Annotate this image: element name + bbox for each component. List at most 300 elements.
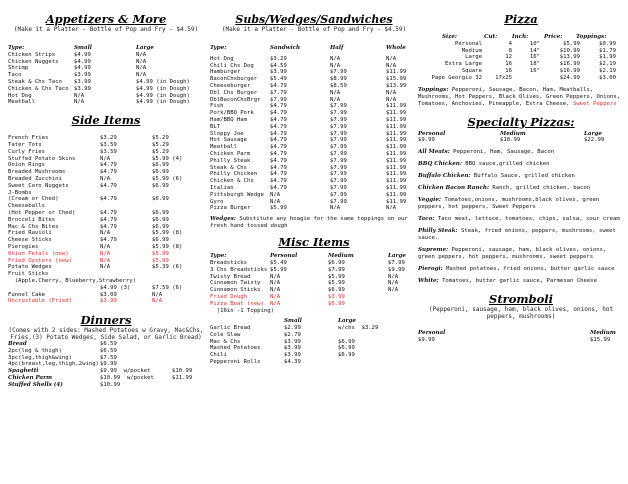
table-row bbox=[8, 244, 204, 251]
cell-half: N/A bbox=[330, 96, 341, 103]
table-row bbox=[8, 258, 204, 265]
cell-small: $4.79 bbox=[100, 162, 117, 169]
table-row bbox=[8, 368, 204, 375]
table-row bbox=[210, 144, 418, 151]
cell-medium: $7.99 bbox=[328, 266, 345, 273]
table-row bbox=[210, 124, 418, 131]
cell-name: Chicken & Chs Taco bbox=[8, 85, 69, 92]
cell-name: Hot Dog bbox=[8, 92, 32, 99]
cell-whole: N/A bbox=[386, 62, 397, 69]
table-row bbox=[210, 260, 418, 267]
stromboli-subtitle: (Pepperoni, sausage, ham, black olives, onions, hot peppers, mushrooms) bbox=[428, 306, 614, 321]
cell-name: Mac & Chs bbox=[210, 338, 241, 345]
cell-name: DblBaconChsBrgr bbox=[210, 96, 261, 103]
specialty-label: White: bbox=[418, 278, 439, 285]
cell-name: Spaghetti bbox=[8, 368, 39, 375]
cell-small: N/A bbox=[100, 230, 111, 237]
cell-whole: $11.99 bbox=[386, 144, 407, 151]
cell-inch: 16" bbox=[529, 54, 540, 61]
specialty-text: Taco meat, lettuce, tomatoes, chips, salsa, sour cream bbox=[437, 216, 620, 223]
cell-name: Tater Tots bbox=[8, 141, 42, 148]
cell-sandwich: $4.79 bbox=[270, 171, 287, 178]
cell-large: $6.99 bbox=[338, 352, 355, 359]
table-row bbox=[8, 176, 204, 183]
cell-half: $7.99 bbox=[330, 123, 347, 130]
cell-name: Italian bbox=[210, 184, 234, 191]
cell-sandwich: $4.79 bbox=[270, 157, 287, 164]
cell-large: $5.29 bbox=[152, 148, 169, 155]
cell-price: $10.99 bbox=[559, 47, 580, 54]
cell-small: $3.09 bbox=[100, 291, 117, 298]
cell-name: Pepperoni Rolls bbox=[210, 359, 261, 366]
cell-small: $3.59 bbox=[100, 148, 117, 155]
cell-large: $5.99 (8) bbox=[152, 230, 183, 237]
table-row bbox=[210, 287, 418, 294]
table-row bbox=[8, 217, 204, 224]
column-right bbox=[418, 0, 624, 344]
sides-list bbox=[8, 135, 204, 305]
cell-personal: N/A bbox=[270, 300, 281, 307]
cell-sandwich: $4.79 bbox=[270, 116, 287, 123]
specialty-item bbox=[418, 228, 624, 242]
cell-price1: $9.99 bbox=[100, 361, 117, 368]
cell-size: Medium bbox=[461, 47, 482, 54]
table-row bbox=[210, 158, 418, 165]
table-row bbox=[210, 325, 418, 332]
table-row bbox=[8, 72, 204, 79]
cell-name: Fish bbox=[210, 103, 224, 110]
cell-price: $24.99 bbox=[559, 74, 580, 81]
cell-name: Steak & Chs bbox=[210, 164, 248, 171]
cell-whole: N/A bbox=[386, 205, 397, 212]
specialty-label: Supreme: bbox=[418, 247, 449, 254]
table-row bbox=[8, 382, 204, 389]
cell-large: N/A bbox=[388, 273, 399, 280]
table-row bbox=[418, 75, 624, 82]
cell-large: $6.99 bbox=[152, 196, 169, 203]
specialty-text: BBQ sauce,grilled chicken bbox=[465, 161, 550, 168]
cell-half: N/A bbox=[330, 62, 341, 69]
cell-large: $7.59 (6) bbox=[152, 284, 183, 291]
cell-medium: $6.99 bbox=[328, 300, 345, 307]
specialty-item bbox=[418, 161, 624, 168]
cell-large: $5.29 bbox=[152, 135, 169, 142]
specialty-text: Tomatoes,onions, mushrooms,black olives, green peppers, hot peppers, Sweet Peppers bbox=[418, 197, 600, 211]
cell-sandwich: $4.79 bbox=[270, 144, 287, 151]
cell-small: N/A bbox=[74, 92, 85, 99]
cell-small: $3.99 bbox=[74, 78, 91, 85]
table-row bbox=[210, 339, 418, 346]
appetizers-title: Appetizers & More bbox=[45, 12, 167, 26]
cell-small: N/A bbox=[74, 99, 85, 106]
cell-whole: $11.99 bbox=[386, 178, 407, 185]
table-row bbox=[8, 65, 204, 72]
cell-toppings: $3.00 bbox=[599, 74, 616, 81]
cell-sandwich: $4.79 bbox=[270, 123, 287, 130]
table-row bbox=[8, 169, 204, 176]
cell-whole: $11.99 bbox=[386, 191, 407, 198]
specialty-item bbox=[418, 247, 624, 261]
cell-small bbox=[100, 278, 152, 285]
table-row bbox=[8, 251, 204, 258]
cell-whole: $11.99 bbox=[386, 103, 407, 110]
cell-name: Onion Petals (new) bbox=[8, 250, 69, 257]
cell-large: $5.99 (8) bbox=[152, 243, 183, 250]
misc-header: Type: Personal Medium Large bbox=[210, 253, 406, 260]
cell-half: $7.99 bbox=[330, 144, 347, 151]
table-row bbox=[8, 196, 204, 203]
misc-header-2: Small Large bbox=[284, 318, 356, 325]
cell-large: $5.39 (6) bbox=[152, 264, 183, 271]
cell-price1: $7.59 bbox=[100, 354, 117, 361]
cell-personal: $5.49 bbox=[270, 259, 287, 266]
cell-name: Shrimp bbox=[8, 65, 29, 72]
cell-large: $6.99 bbox=[152, 223, 169, 230]
specialty-list bbox=[418, 149, 624, 285]
table-row bbox=[8, 271, 204, 278]
cell-large: $6.99 bbox=[338, 338, 355, 345]
table-row bbox=[8, 278, 204, 285]
cell-half: $7.99 bbox=[330, 150, 347, 157]
cell-name: Steak & Chs Taco bbox=[8, 78, 62, 85]
cell-large: $6.99 bbox=[152, 216, 169, 223]
cell-large: $6.99 bbox=[152, 209, 169, 216]
table-row bbox=[8, 341, 204, 348]
specialty-label: Philly Steak: bbox=[418, 228, 458, 235]
cell-half: $7.99 bbox=[330, 103, 347, 110]
table-row bbox=[8, 375, 204, 382]
cell-half: $7.99 bbox=[330, 164, 347, 171]
table-row bbox=[418, 41, 624, 48]
cell-whole: $11.99 bbox=[386, 130, 407, 137]
cell-name: Pierogies bbox=[8, 243, 39, 250]
table-row bbox=[210, 280, 418, 287]
cell-half: $8.59 bbox=[330, 82, 347, 89]
specialty-text: Buffalo Sauce, grilled chicken bbox=[473, 173, 575, 180]
specialty-text: Tomatoes, butter garlic sauce, Parmesan Cheese bbox=[442, 278, 597, 285]
cell-medium bbox=[328, 308, 388, 315]
cell-price1: $10.99 bbox=[100, 381, 121, 388]
stromboli-prices: $9.99 $15.99 bbox=[418, 336, 611, 343]
cell-small bbox=[100, 271, 152, 278]
cell-size: Pape Georgio 32 bbox=[431, 74, 482, 81]
cell-price: $16.99 bbox=[559, 61, 580, 68]
cell-size: Extra Large bbox=[444, 61, 482, 68]
cell-sandwich: $7.99 bbox=[270, 96, 287, 103]
table-row bbox=[8, 86, 204, 93]
cell-name: Fruit Sticks bbox=[8, 271, 49, 278]
cell-half: $7.99 bbox=[330, 130, 347, 137]
cell-small: $4.99 (3) bbox=[100, 284, 131, 291]
table-row bbox=[210, 332, 418, 339]
cell-name: Twisty Bread bbox=[210, 273, 251, 280]
table-row bbox=[8, 224, 204, 231]
cell-name: Pizza Burger bbox=[210, 205, 251, 212]
cell-name: Meatball bbox=[8, 99, 35, 106]
specialty-item bbox=[418, 216, 624, 223]
table-row bbox=[210, 97, 418, 104]
cell-toppings: $2.19 bbox=[599, 61, 616, 68]
cell-small: $4.79 bbox=[100, 182, 117, 189]
cell-large: $5.99 bbox=[152, 257, 169, 264]
cell-cut: 12 bbox=[505, 54, 512, 61]
cell-small: $4.39 bbox=[284, 359, 301, 366]
cell-large: N/A bbox=[136, 72, 147, 79]
table-row bbox=[210, 69, 418, 76]
table-row bbox=[210, 352, 418, 359]
cell-large: $7.99 bbox=[388, 259, 405, 266]
cell-price1: $6.59 bbox=[100, 341, 117, 348]
subs-header: Type: Sandwich Half Whole bbox=[210, 45, 406, 51]
cell-whole: $11.99 bbox=[386, 150, 407, 157]
cell-name: Onion Rings bbox=[8, 162, 46, 169]
table-row bbox=[210, 185, 418, 192]
cell-name: Cinnamon Twisty bbox=[210, 280, 261, 287]
cell-large: $6.99 bbox=[152, 237, 169, 244]
specialty-label: Pierogi: bbox=[418, 266, 443, 273]
cell-name: (Apple,Cherry, Blueberry,Strawberry) bbox=[8, 277, 136, 284]
cell-name: Funnel Cake bbox=[8, 291, 46, 298]
table-row bbox=[8, 361, 204, 368]
cell-half: $7.99 bbox=[330, 171, 347, 178]
cell-name: Chicken Parm bbox=[8, 375, 53, 382]
cell-name: Philly Steak bbox=[210, 157, 251, 164]
cell-small: $4.99 bbox=[74, 65, 91, 72]
cell-sandwich: $4.79 bbox=[270, 130, 287, 137]
cell-name: BLT bbox=[210, 123, 221, 130]
specialty-label: Taco: bbox=[418, 216, 435, 223]
cell-name: Cheeseballs bbox=[8, 203, 46, 210]
specialty-prices: $9.99 $18.99 $22.99 bbox=[418, 137, 605, 144]
table-row bbox=[210, 267, 418, 274]
cell-sandwich: $4.79 bbox=[270, 164, 287, 171]
specialty-text: Ranch, grilled chicken, bacon bbox=[492, 185, 591, 192]
cell-whole: $11.99 bbox=[386, 110, 407, 117]
table-row bbox=[8, 298, 204, 305]
cell-sandwich: $3.29 bbox=[270, 55, 287, 62]
cell-name: Cinnamon Sticks bbox=[210, 287, 261, 294]
pizza-toppings: Toppings: Pepperoni, Sausage, Bacon, Ham, Meatballs, Mushrooms, Hot Peppers, Black Olives, Green Peppers, Onions, Tomatoes, Anchovies, Pineapple, Extra Cheese, Sweet Peppers bbox=[418, 86, 621, 107]
cell-whole: $13.99 bbox=[386, 82, 407, 89]
cell-name: 4pc(breast,leg,thigh,2wing) bbox=[8, 361, 99, 368]
cell-name: Cheese Sticks bbox=[8, 237, 52, 244]
cell-size: Personal bbox=[455, 40, 482, 47]
table-row bbox=[210, 151, 418, 158]
cell-name: 2pc(leg & thigh) bbox=[8, 347, 62, 354]
cell-price1: $10.99 w/pocket bbox=[100, 375, 154, 382]
table-row bbox=[8, 135, 204, 142]
cell-small: $3.99 bbox=[284, 345, 301, 352]
dinners-list bbox=[8, 341, 204, 389]
cell-whole: $15.99 bbox=[386, 76, 407, 83]
cell-name: Garlic Bread bbox=[210, 325, 251, 332]
cell-whole: $11.99 bbox=[386, 137, 407, 144]
specialty-item bbox=[418, 266, 624, 273]
cell-name: Bread bbox=[8, 341, 27, 348]
table-row bbox=[210, 171, 418, 178]
cell-name: Chili Chs Dog bbox=[210, 62, 254, 69]
cell-cut: 8 bbox=[508, 47, 512, 54]
table-row bbox=[210, 308, 418, 315]
table-row bbox=[210, 117, 418, 124]
cell-large: $4.99 (in Dough) bbox=[136, 85, 190, 92]
cell-name: Gyro bbox=[210, 198, 224, 205]
cell-name: Curly Fries bbox=[8, 148, 46, 155]
cell-personal: N/A bbox=[270, 293, 281, 300]
cell-sandwich: $4.79 bbox=[270, 178, 287, 185]
cell-small: $4.99 bbox=[74, 51, 91, 58]
cell-name: Hot Sausage bbox=[210, 137, 248, 144]
cell-sandwich: N/A bbox=[270, 198, 281, 205]
specialty-label: Chicken Bacon Ranch: bbox=[418, 185, 490, 192]
cell-personal bbox=[270, 308, 328, 315]
pizza-header: Size: Cut: Inch: Price: Toppings: bbox=[442, 34, 607, 40]
cell-half: $7.99 bbox=[330, 110, 347, 117]
cell-inch: 14" bbox=[529, 47, 540, 54]
cell-medium: $5.99 bbox=[328, 280, 345, 287]
cell-large: $4.99 (in Dough) bbox=[136, 99, 190, 106]
specialty-text: Mashed potatoes, fried onions, butter garlic sauce bbox=[446, 266, 615, 273]
table-row bbox=[210, 83, 418, 90]
cell-small: $4.79 bbox=[100, 216, 117, 223]
cell-small: $4.79 bbox=[100, 169, 117, 176]
cell-small: $3.99 bbox=[74, 72, 91, 79]
cell-half: $7.99 bbox=[330, 178, 347, 185]
cell-sandwich: $4.79 bbox=[270, 150, 287, 157]
table-row bbox=[8, 59, 204, 66]
specialty-label: All Meats: bbox=[418, 149, 450, 156]
table-row bbox=[418, 61, 624, 68]
table-row bbox=[210, 90, 418, 97]
cell-whole: $11.99 bbox=[386, 69, 407, 76]
cell-large: $6.99 bbox=[152, 169, 169, 176]
cell-sandwich: $4.79 bbox=[270, 137, 287, 144]
table-row bbox=[8, 156, 204, 163]
table-row bbox=[8, 93, 204, 100]
appetizers-header: Type: Small Large bbox=[8, 45, 154, 51]
cell-large: $6.99 bbox=[152, 182, 169, 189]
cell-size: Square bbox=[461, 67, 482, 74]
pizza-list bbox=[418, 41, 624, 82]
table-row bbox=[210, 56, 418, 63]
cell-sandwich: $4.79 bbox=[270, 103, 287, 110]
cell-personal: N/A bbox=[270, 280, 281, 287]
dinners-subtitle: (Comes with 2 sides: Mashed Potatoes w Gravy, Mac&Chs, Fries,(3) Potato Wedges, Side Salad, or Garlic Bread) bbox=[8, 327, 204, 342]
cell-small: $2.79 bbox=[284, 331, 301, 338]
table-row bbox=[210, 301, 418, 308]
cell-small: N/A bbox=[100, 257, 111, 264]
cell-large: $4.99 (in Dough) bbox=[136, 92, 190, 99]
cell-half: $7.99 bbox=[330, 184, 347, 191]
cell-name: Hot Dog bbox=[210, 55, 234, 62]
cell-whole: N/A bbox=[386, 89, 397, 96]
cell-name: Stuffed Potato Skins bbox=[8, 155, 76, 162]
cell-name: Hamburger bbox=[210, 69, 241, 76]
table-row bbox=[8, 355, 204, 362]
cell-cut: 16 bbox=[505, 67, 512, 74]
cell-sandwich: $5.99 bbox=[270, 205, 287, 212]
cell-large: $5.99 bbox=[152, 250, 169, 257]
cell-large: N/A bbox=[388, 280, 399, 287]
cell-name: Breaded Zucchini bbox=[8, 175, 62, 182]
cell-name: Fried Ravioli bbox=[8, 230, 52, 237]
cell-name: Mac & Chs Bites bbox=[8, 223, 59, 230]
cell-large: w/chs $3.29 bbox=[338, 325, 379, 332]
specialty-item bbox=[418, 173, 624, 180]
specialty-item bbox=[418, 149, 624, 156]
cell-name: Chili bbox=[210, 352, 227, 359]
cell-price: $5.99 bbox=[563, 40, 580, 47]
table-row bbox=[8, 142, 204, 149]
cell-whole: $11.99 bbox=[386, 123, 407, 130]
cell-small: N/A bbox=[100, 175, 111, 182]
table-row bbox=[210, 165, 418, 172]
cell-inch: 18" bbox=[529, 61, 540, 68]
cell-name: Fried Dough bbox=[210, 293, 248, 300]
cell-large: $4.99 (in Dough) bbox=[136, 78, 190, 85]
table-row bbox=[210, 294, 418, 301]
specialty-header: Personal Medium Large bbox=[418, 130, 602, 137]
cell-large: N/A bbox=[152, 298, 163, 305]
cell-name: Breadsticks bbox=[210, 259, 248, 266]
table-row bbox=[8, 149, 204, 156]
cell-toppings: $1.99 bbox=[599, 54, 616, 61]
cell-half: $7.99 bbox=[330, 69, 347, 76]
cell-large: N/A bbox=[152, 291, 163, 298]
specialty-text: Pepperoni, sausage, ham, black olives, onions, green peppers, hot peppers, mushrooms, sweet peppers bbox=[418, 247, 607, 261]
cell-name: Philly Chicken bbox=[210, 171, 258, 178]
cell-large: N/A bbox=[136, 65, 147, 72]
table-row bbox=[8, 162, 204, 169]
cell-large: N/A bbox=[136, 58, 147, 65]
sides-title: Side Items bbox=[71, 113, 141, 128]
pizza-title: Pizza bbox=[504, 12, 538, 26]
cell-toppings: $1.79 bbox=[599, 47, 616, 54]
cell-name: Uncrustable (Fried) bbox=[8, 298, 72, 305]
specialty-label: BBQ Chicken: bbox=[418, 161, 462, 168]
table-row bbox=[210, 274, 418, 281]
cell-whole: $11.99 bbox=[386, 198, 407, 205]
cell-small: $4.79 bbox=[100, 209, 117, 216]
cell-name: Sweet Corn Nuggets bbox=[8, 182, 69, 189]
cell-name: Taco bbox=[8, 72, 22, 79]
cell-cut: 17x25 bbox=[495, 74, 512, 81]
cell-large: $6.99 bbox=[152, 162, 169, 169]
table-row bbox=[210, 359, 418, 366]
cell-half: $7.99 bbox=[330, 157, 347, 164]
cell-personal: N/A bbox=[270, 273, 281, 280]
misc-list bbox=[210, 260, 418, 314]
cell-name: 3pc(leg,thigh&wing) bbox=[8, 354, 72, 361]
cell-half: $7.99 bbox=[330, 116, 347, 123]
cell-whole: $11.99 bbox=[386, 157, 407, 164]
table-row bbox=[8, 79, 204, 86]
cell-sandwich: $4.79 bbox=[270, 184, 287, 191]
cell-inch: 16" bbox=[529, 67, 540, 74]
dinners-title: Dinners bbox=[80, 313, 132, 328]
cell-small: N/A bbox=[100, 264, 111, 271]
column-middle bbox=[210, 0, 418, 366]
cell-name: J-Bombs bbox=[8, 189, 32, 196]
cell-name bbox=[8, 285, 100, 292]
cell-small: $3.59 bbox=[100, 141, 117, 148]
cell-sandwich: $5.49 bbox=[270, 76, 287, 83]
cell-half: $7.99 bbox=[330, 191, 347, 198]
cell-small bbox=[100, 203, 152, 210]
cell-medium: $6.99 bbox=[328, 287, 345, 294]
cell-small: $3.99 bbox=[284, 352, 301, 359]
cell-name: French Fries bbox=[8, 135, 49, 142]
